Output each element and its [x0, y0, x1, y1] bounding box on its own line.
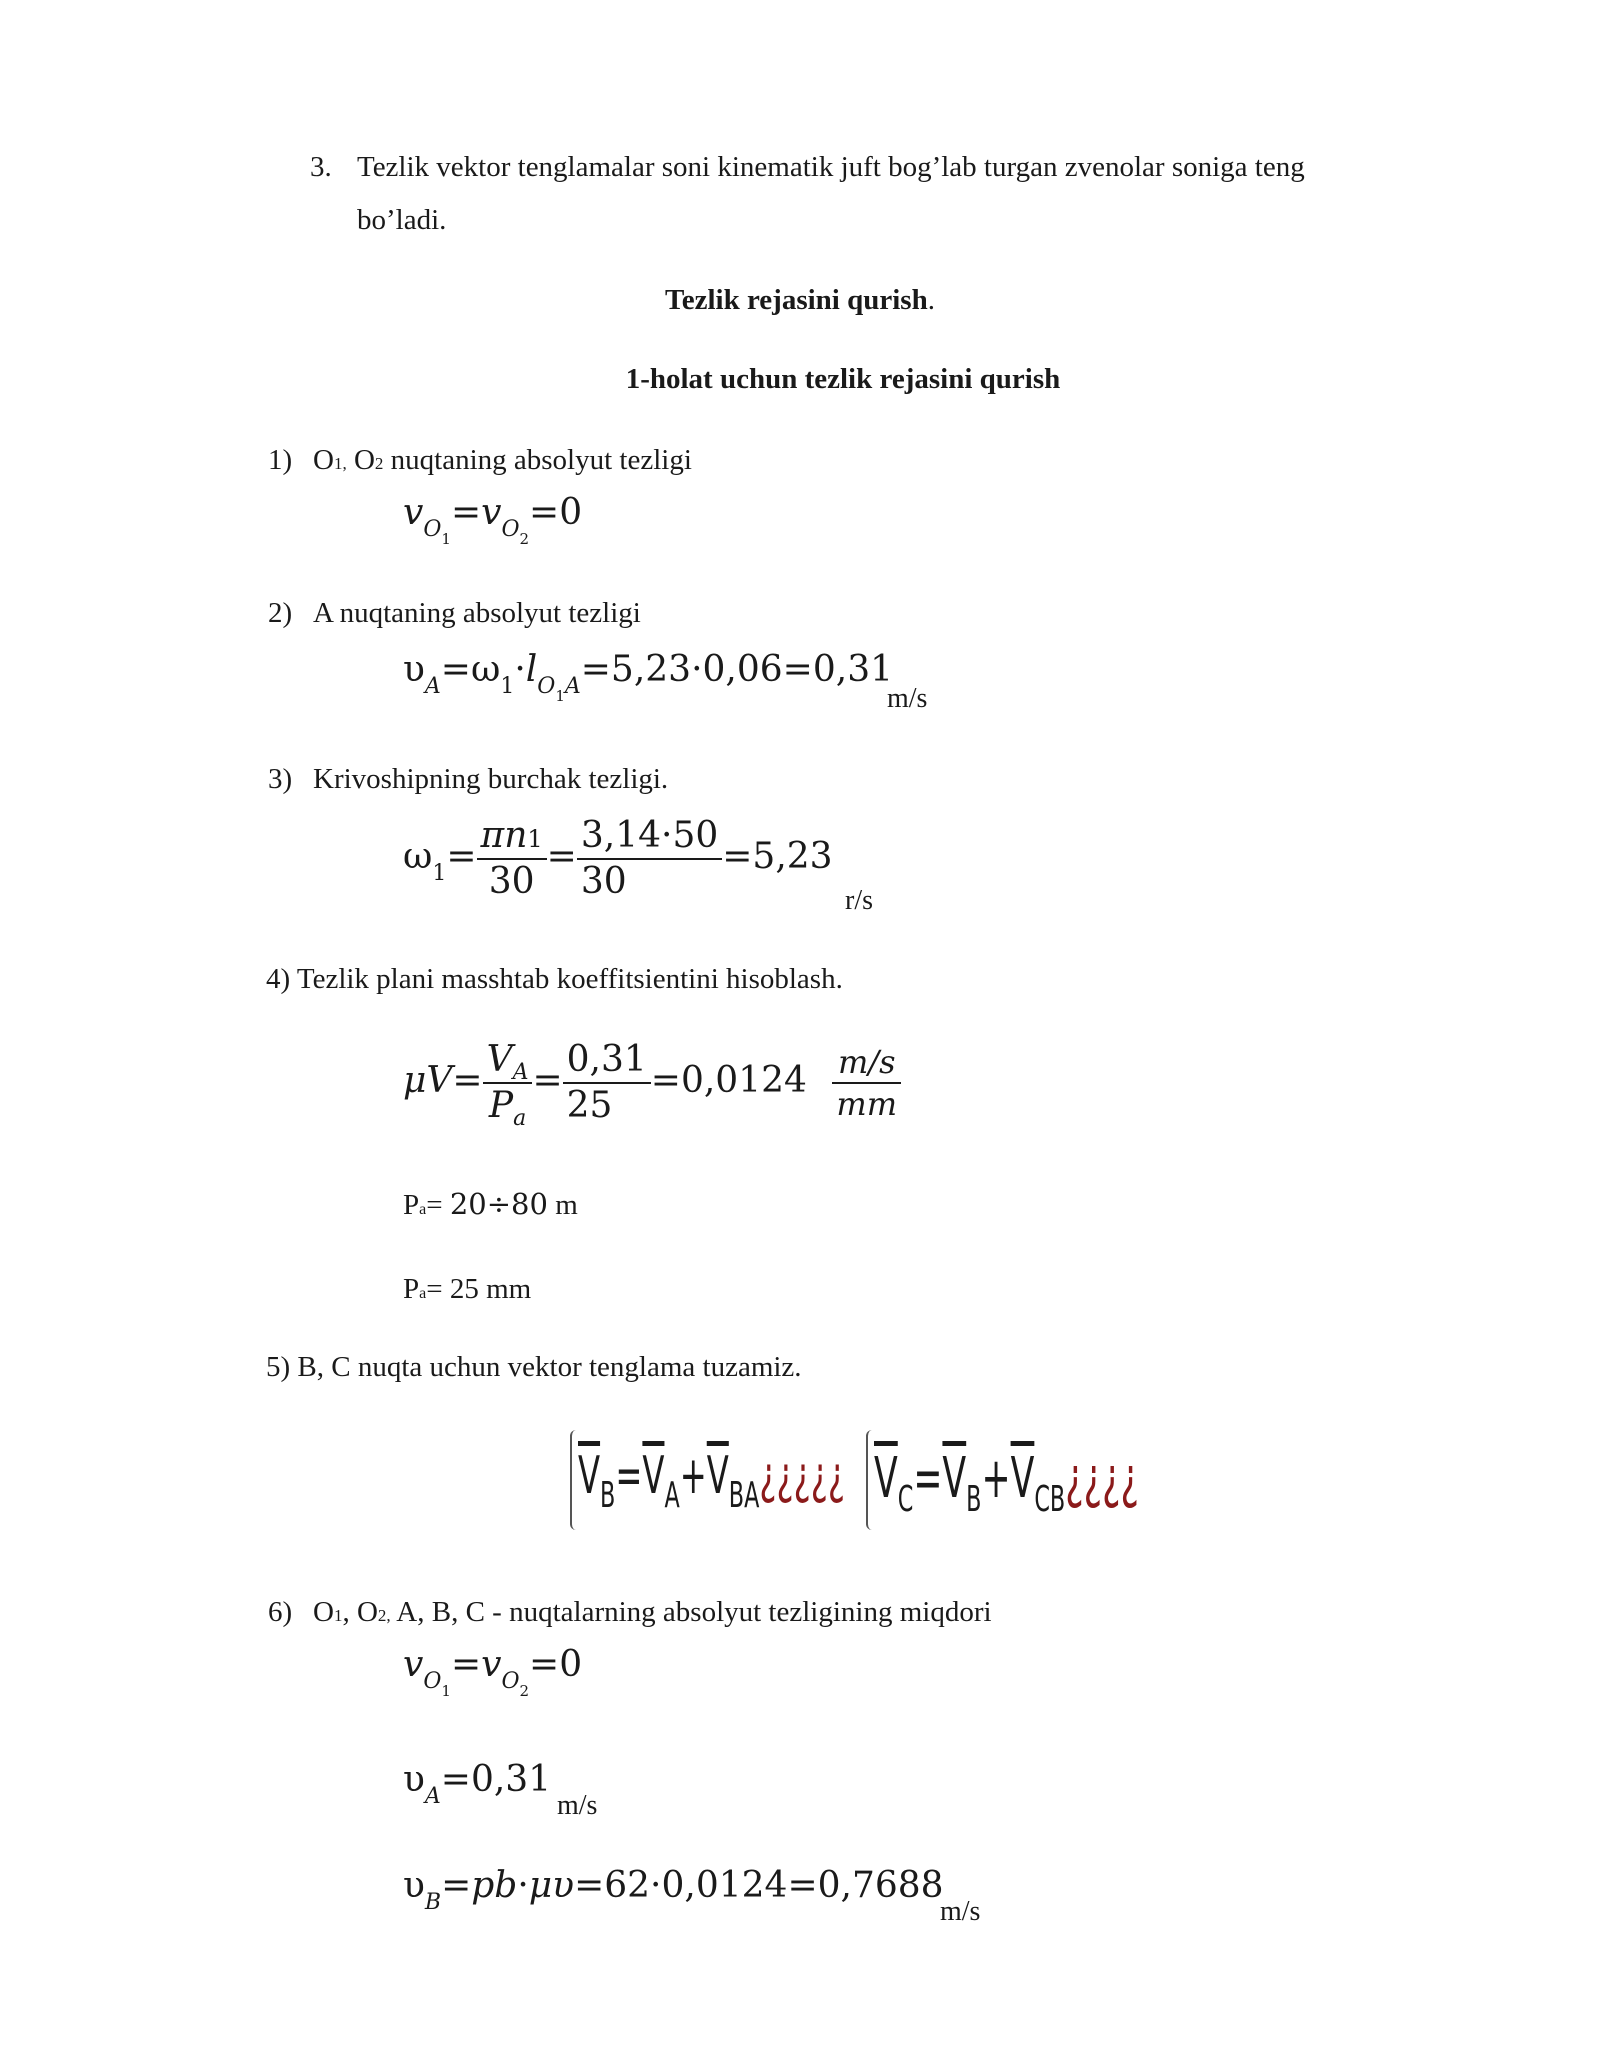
section-5-text: 5) B, C nuqta uchun vektor tenglama tuzamiz. [266, 1351, 802, 1383]
pa-chosen [403, 1272, 531, 1307]
n-sub: 1 [527, 825, 543, 853]
o-sub: O [423, 517, 442, 542]
vector-sub-b: B [600, 1475, 616, 1516]
equals: = [440, 649, 471, 690]
intro-line-1: Tezlik vektor tenglamalar soni kinematik juft bog’lab turgan zvenolar soniga teng [357, 151, 1305, 183]
numerator-numeric: 3,14·50 [577, 818, 722, 860]
section-3-number: 3) [268, 763, 293, 795]
equals: = [452, 1060, 483, 1101]
vector-sub-cb: CB [1034, 1479, 1066, 1520]
vb-value: =62·0,0124=0,7688 [574, 1865, 944, 1906]
v-symbol: v [481, 1644, 502, 1685]
equation-mu-v [403, 1039, 901, 1131]
omega-sub: 1 [500, 674, 515, 699]
omega-symbol: ω [403, 836, 433, 877]
vector-v: $\overline{V}$ [874, 1446, 898, 1511]
fraction-pi-n [477, 815, 547, 902]
a-sub: A [424, 674, 441, 699]
heading-velocity-plan [0, 283, 1600, 318]
o2-letter: O [346, 444, 375, 476]
section-6-text [313, 1595, 992, 1630]
o1-sub: 1 [333, 1606, 343, 1625]
pb-segment: pb [471, 1865, 518, 1906]
vector-sub-c: C [897, 1479, 914, 1520]
equals-zero: =0 [529, 1644, 583, 1685]
o2-letter: , O [342, 1596, 378, 1628]
fraction-va-pa [483, 1039, 533, 1131]
o-sub: O [501, 517, 520, 542]
vector-v: $\overline{V}$ [706, 1446, 729, 1506]
plus: + [981, 1446, 1011, 1511]
fraction-numeric [577, 815, 722, 902]
equation-va-value [403, 1759, 552, 1809]
denominator-25: 25 [566, 1085, 613, 1126]
fraction-numeric [563, 1039, 651, 1126]
pa-range-value: 20÷80 [449, 1187, 548, 1221]
a-sub: a [419, 1285, 427, 1302]
equals: = [450, 492, 482, 533]
section-6-rest: A, B, C - nuqtalarning absolyut tezligining miqdori [390, 1596, 992, 1628]
garbled-glyphs: ¿¿¿¿¿ [759, 1446, 845, 1506]
o2-sub: 2, [377, 1606, 391, 1625]
intro-number: 3. [310, 151, 332, 183]
equals: = [450, 1644, 482, 1685]
vector-equation-2-brace [866, 1430, 872, 1530]
a-sub: A [424, 1784, 441, 1809]
vector-v: $\overline{V}$ [578, 1446, 601, 1506]
dot: · [517, 1865, 529, 1906]
section-1-text [313, 443, 692, 478]
section-2-number: 2) [268, 597, 293, 629]
section-3-text: Krivoshipning burchak tezligi. [313, 763, 669, 795]
a-sub: a [419, 1201, 427, 1218]
denominator-30: 30 [488, 861, 535, 902]
a-sub: A [512, 1060, 529, 1085]
section-4-text: 4) Tezlik plani masshtab koeffitsientini hisoblash. [266, 963, 843, 995]
equals: = [446, 836, 477, 877]
vector-sub-a: A [664, 1475, 680, 1516]
equals: = [546, 836, 577, 877]
o1-letter: O [313, 1596, 334, 1628]
equation-va [403, 649, 894, 705]
p-symbol: P [488, 1085, 514, 1126]
denominator-30: 30 [580, 861, 627, 902]
heading-position-1: 1-holat uchun tezlik rejasini qurish [625, 363, 1061, 395]
pa-range-unit: m [547, 1189, 578, 1221]
mu-v-symbol: μV [403, 1060, 453, 1101]
equals: = [615, 1446, 643, 1506]
v-symbol: v [403, 1644, 424, 1685]
equation-omega [403, 815, 833, 902]
intro-line-2: bo’ladi. [357, 204, 447, 236]
equals: = [441, 1865, 472, 1906]
b-sub: B [424, 1890, 442, 1915]
index-2: 2 [519, 530, 530, 548]
section-6-number: 6) [268, 1596, 293, 1628]
mu-value: =0,0124 [650, 1060, 807, 1101]
pi-n: πn [480, 815, 528, 856]
dot: · [514, 649, 526, 690]
v-symbol: v [403, 492, 424, 533]
vector-equation-2 [874, 1446, 1139, 1520]
omega-value: =5,23 [722, 836, 833, 877]
section-1-rest: nuqtaning absolyut tezligi [383, 444, 692, 476]
va-value: =0,31 [440, 1759, 552, 1800]
vb-unit: m/s [940, 1896, 981, 1927]
a-sub: a [513, 1106, 527, 1131]
o-sub: O [423, 1669, 442, 1694]
equals: = [426, 1189, 450, 1221]
vector-v: $\overline{V}$ [942, 1446, 967, 1511]
vector-sub-b: B [966, 1479, 982, 1520]
vector-sub-ba: BA [728, 1475, 760, 1516]
v-symbol: v [481, 492, 502, 533]
equals: = [913, 1446, 943, 1511]
vector-v: $\overline{V}$ [1010, 1446, 1035, 1511]
pa-range [403, 1187, 578, 1223]
numerator-numeric: 0,31 [563, 1042, 651, 1084]
a-sub: A [564, 674, 581, 699]
equation-vo-zero-2 [403, 1644, 583, 1700]
upsilon-symbol: υ [403, 1865, 425, 1906]
o-sub: O [537, 674, 556, 699]
index-2: 2 [519, 1682, 530, 1700]
unit-denominator: mm [836, 1085, 898, 1123]
v-symbol: V [486, 1039, 513, 1080]
upsilon-symbol: υ [403, 649, 425, 690]
index-1: 1 [441, 530, 451, 548]
section-1-number: 1) [268, 444, 293, 476]
o1-letter: O [313, 444, 334, 476]
fraction-unit [832, 1043, 901, 1123]
index-1: 1 [441, 1682, 451, 1700]
p-letter: P [403, 1273, 420, 1305]
equation-vo-zero-1 [403, 492, 583, 548]
unit-numerator: m/s [837, 1043, 896, 1081]
omega-symbol: ω [470, 649, 501, 690]
garbled-glyphs: ¿¿¿¿ [1065, 1446, 1139, 1511]
va-unit: m/s [887, 683, 928, 714]
o2-sub: 2 [374, 454, 384, 473]
upsilon-symbol: υ [403, 1759, 425, 1800]
pa-chosen-value: = 25 mm [426, 1273, 532, 1305]
p-letter: P [403, 1189, 420, 1221]
section-2-text: A nuqtaning absolyut tezligi [313, 597, 641, 629]
vector-equation-1 [578, 1446, 845, 1516]
va-value: =5,23·0,06=0,31 [580, 649, 894, 690]
o-sub: O [501, 1669, 520, 1694]
vector-v: $\overline{V}$ [642, 1446, 665, 1506]
heading-dot: . [927, 284, 935, 316]
equation-vb [403, 1865, 944, 1915]
plus: + [679, 1446, 707, 1506]
va-value-unit: m/s [557, 1790, 598, 1821]
equals: = [532, 1060, 563, 1101]
equals-zero: =0 [529, 492, 583, 533]
heading-velocity-plan-text: Tezlik rejasini qurish [665, 284, 928, 316]
index-1: 1 [555, 687, 565, 705]
o1-sub: 1, [333, 454, 347, 473]
omega-sub: 1 [432, 861, 447, 886]
l-symbol: l [525, 649, 538, 690]
omega-unit: r/s [845, 885, 873, 916]
vector-equation-1-brace [570, 1430, 576, 1530]
mu-upsilon: μυ [528, 1865, 575, 1906]
